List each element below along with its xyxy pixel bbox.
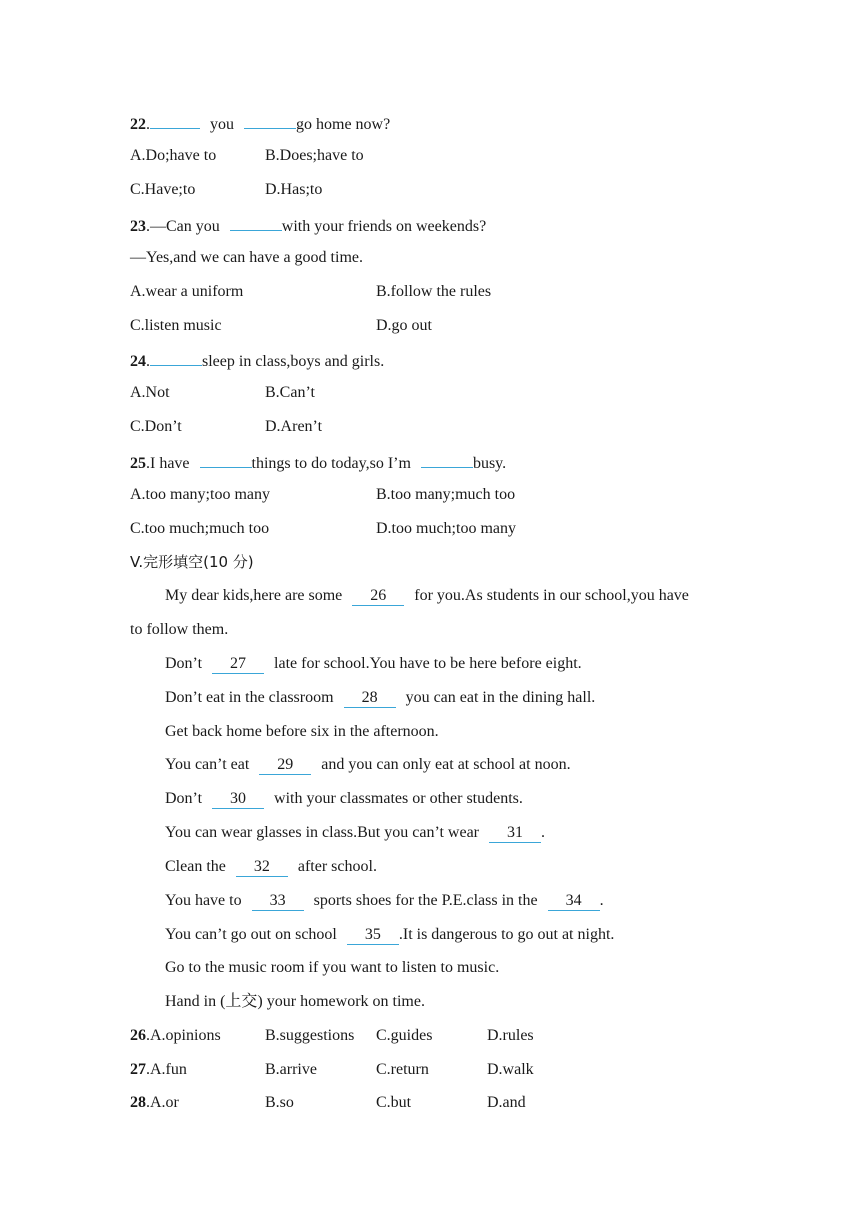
passage-line xyxy=(165,891,604,911)
option-a: A.too many;too many xyxy=(130,486,270,503)
passage-line xyxy=(165,823,545,843)
answer-blank[interactable] xyxy=(150,112,200,129)
question-text: .I have xyxy=(146,455,190,472)
passage-text: . xyxy=(599,892,604,909)
blank-33[interactable]: 33 xyxy=(252,892,304,911)
answer-27-option-c: C.return xyxy=(376,1061,429,1078)
question-text: go home now? xyxy=(296,116,391,133)
passage-text: You can’t go out on school xyxy=(165,926,337,943)
blank-30[interactable]: 30 xyxy=(212,790,264,809)
answer-26-option-a xyxy=(130,1026,221,1046)
question-number: 24 xyxy=(130,353,146,370)
passage-text: Clean the xyxy=(165,858,226,875)
blank-34[interactable]: 34 xyxy=(548,892,600,911)
question-text: things to do today,so I’m xyxy=(251,455,411,472)
answer-28-option-a xyxy=(130,1093,179,1113)
answer-blank[interactable] xyxy=(150,349,202,366)
passage-line xyxy=(165,688,595,708)
question-number: 23 xyxy=(130,218,146,235)
question-22: 22. you go home now? xyxy=(130,112,390,135)
passage-text: You have to xyxy=(165,892,242,909)
blank-26[interactable]: 26 xyxy=(352,587,404,606)
passage-line: Get back home before six in the afternoon. xyxy=(165,723,439,740)
option-b: B.Does;have to xyxy=(265,147,364,164)
option-c: C.Don’t xyxy=(130,418,182,435)
passage-text: Don’t xyxy=(165,790,203,807)
blank-31[interactable]: 31 xyxy=(489,824,541,843)
option-text: .A.opinions xyxy=(146,1027,221,1044)
answer-blank[interactable] xyxy=(200,451,252,468)
passage-text: .It is dangerous to go out at night. xyxy=(398,926,615,943)
blank-32[interactable]: 32 xyxy=(236,858,288,877)
passage-line xyxy=(165,586,689,606)
blank-28[interactable]: 28 xyxy=(344,689,396,708)
passage-text: Don’t xyxy=(165,655,203,672)
passage-text: You can’t eat xyxy=(165,756,250,773)
answer-28-option-c: C.but xyxy=(376,1094,412,1111)
option-b: B.Can’t xyxy=(265,384,315,401)
option-a: A.Do;have to xyxy=(130,147,217,164)
option-d: D.Aren’t xyxy=(265,418,323,435)
passage-text: with your classmates or other students. xyxy=(274,790,523,807)
answer-26-option-c: C.guides xyxy=(376,1027,433,1044)
answer-blank[interactable] xyxy=(421,451,473,468)
section-title: V.完形填空(10 分) xyxy=(130,553,254,571)
answer-blank[interactable] xyxy=(244,112,296,129)
passage-line: to follow them. xyxy=(130,621,229,638)
passage-line xyxy=(165,925,614,945)
option-a: A.wear a uniform xyxy=(130,283,244,300)
option-a: A.Not xyxy=(130,384,170,401)
passage-line: Go to the music room if you want to listen to music. xyxy=(165,959,500,976)
option-c: C.too much;much too xyxy=(130,520,270,537)
passage-text: late for school.You have to be here before eight. xyxy=(274,655,582,672)
passage-text: . xyxy=(541,824,546,841)
question-reply: —Yes,and we can have a good time. xyxy=(130,249,363,266)
answer-blank[interactable] xyxy=(230,214,282,231)
option-d: D.too much;too many xyxy=(376,520,516,537)
passage-text: My dear kids,here are some xyxy=(165,587,343,604)
passage-text: You can wear glasses in class.But you can’t wear xyxy=(165,824,480,841)
blank-29[interactable]: 29 xyxy=(259,756,311,775)
question-23 xyxy=(130,214,486,237)
option-b: B.too many;much too xyxy=(376,486,516,503)
answer-27-option-b: B.arrive xyxy=(265,1061,317,1078)
passage-text: sports shoes for the P.E.class in the xyxy=(313,892,538,909)
passage-text: for you.As students in our school,you have xyxy=(414,587,689,604)
option-d: D.Has;to xyxy=(265,181,323,198)
answer-27-option-d: D.walk xyxy=(487,1061,534,1078)
blank-27[interactable]: 27 xyxy=(212,655,264,674)
option-text: .A.fun xyxy=(146,1061,187,1078)
answer-26-option-b: B.suggestions xyxy=(265,1027,355,1044)
blank-35[interactable]: 35 xyxy=(347,926,399,945)
option-c: C.Have;to xyxy=(130,181,196,198)
question-text: .—Can you xyxy=(146,218,220,235)
question-text: busy. xyxy=(472,455,507,472)
option-b: B.follow the rules xyxy=(376,283,492,300)
question-text: sleep in class,boys and girls. xyxy=(202,353,385,370)
option-c: C.listen music xyxy=(130,317,222,334)
passage-text: after school. xyxy=(297,858,377,875)
answer-27-option-a xyxy=(130,1060,187,1080)
answer-28-option-b: B.so xyxy=(265,1094,294,1111)
question-number: 28 xyxy=(130,1094,146,1111)
question-text: you xyxy=(210,116,234,133)
question-number: 27 xyxy=(130,1061,146,1078)
question-24: 24. sleep in class,boys and girls. xyxy=(130,349,384,372)
passage-line xyxy=(165,654,582,674)
passage-text: you can eat in the dining hall. xyxy=(405,689,596,706)
question-number: 26 xyxy=(130,1027,146,1044)
option-text: .A.or xyxy=(146,1094,179,1111)
passage-text: and you can only eat at school at noon. xyxy=(321,756,571,773)
question-number: 22 xyxy=(130,116,146,133)
passage-text: Don’t eat in the classroom xyxy=(165,689,334,706)
answer-28-option-d: D.and xyxy=(487,1094,526,1111)
question-number: 25 xyxy=(130,455,146,472)
passage-line: Hand in (上交) your homework on time. xyxy=(165,993,425,1010)
passage-line xyxy=(165,857,377,877)
option-d: D.go out xyxy=(376,317,432,334)
question-text: with your friends on weekends? xyxy=(281,218,487,235)
answer-26-option-d: D.rules xyxy=(487,1027,534,1044)
question-25 xyxy=(130,451,506,474)
passage-line xyxy=(165,789,523,809)
passage-line xyxy=(165,755,571,775)
